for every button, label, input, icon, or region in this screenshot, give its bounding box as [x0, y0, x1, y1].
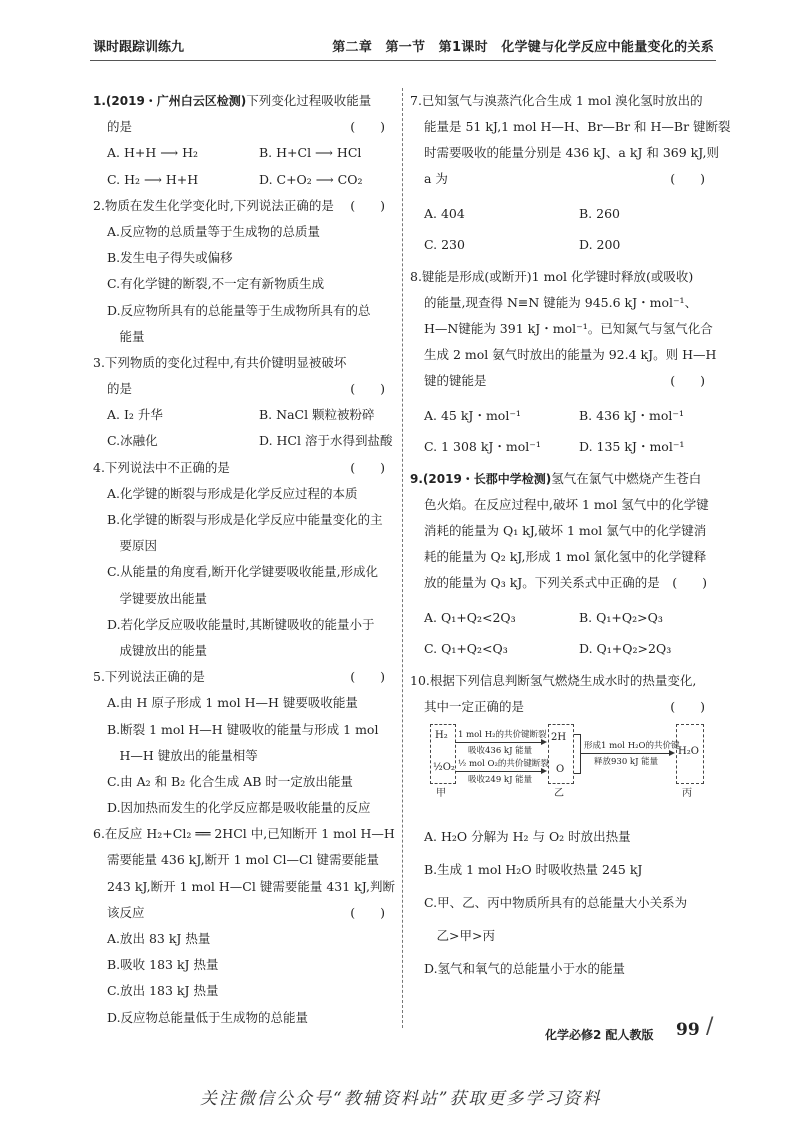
question-text: 色火焰。在反应过程中,破坏 1 mol 氢气中的化学键: [424, 497, 709, 512]
option: C. 1 308 kJ・mol⁻¹: [424, 439, 541, 454]
option: B. H+Cl ⟶ HCl: [259, 145, 362, 161]
option-row: [93, 638, 393, 664]
jia-h2: H₂: [435, 730, 448, 741]
option: A.反应物的总质量等于生成物的总质量: [107, 223, 321, 239]
option: A. 45 kJ・mol⁻¹: [424, 408, 521, 423]
option: H—H 键放出的能量相等: [107, 747, 258, 763]
question-1: [93, 88, 393, 193]
option-row: [93, 219, 393, 245]
option-row: [93, 586, 393, 612]
left-column: [93, 88, 393, 1031]
question-text: 8.键能是形成(或断开)1 mol 化学键时释放(或吸收): [410, 269, 694, 284]
question-text: 该反应: [107, 904, 145, 920]
question-5: [93, 664, 393, 821]
question-10: [410, 668, 713, 985]
option: B.发生电子得失或偏移: [107, 250, 233, 266]
option-row: [93, 271, 393, 297]
option-row: [93, 743, 393, 769]
question-text: 时需要吸收的能量分别是 436 kJ、a kJ 和 369 kJ,则: [424, 145, 720, 160]
question-line: [410, 88, 713, 114]
options: [93, 219, 393, 350]
answer-parentheses: ( ): [350, 381, 385, 397]
option-row: [93, 167, 393, 193]
option: A. Q₁+Q₂<2Q₃: [424, 610, 516, 625]
option: D. 135 kJ・mol⁻¹: [579, 439, 685, 454]
option-row: [93, 952, 393, 978]
header-chapter-title: 第二章 第一节 第1课时 化学键与化学反应中能量变化的关系: [332, 40, 714, 55]
option-row: [410, 431, 713, 462]
question-line: [93, 193, 393, 219]
bracket: [574, 734, 581, 774]
options: [93, 140, 393, 192]
option-row: [93, 1005, 393, 1031]
question-text: 的是: [107, 119, 133, 135]
question-line: [410, 166, 713, 192]
question-8: [410, 264, 717, 462]
option: B.化学键的断裂与形成是化学反应中能量变化的主: [107, 512, 383, 527]
question-text: 243 kJ,断开 1 mol H—Cl 键需要能量 431 kJ,判断: [107, 878, 395, 894]
option: B. 436 kJ・mol⁻¹: [579, 408, 685, 423]
option-row: [410, 602, 713, 633]
arrow1-label-top: 1 mol H₂的共价键断裂: [458, 730, 547, 740]
option: D. HCl 溶于水得到盐酸: [259, 433, 393, 449]
question-text: 的是: [107, 381, 133, 397]
question-text: 10.根据下列信息判断氢气燃烧生成水时的热量变化,: [410, 673, 697, 688]
question-7: [410, 88, 731, 260]
question-text: 6.在反应 H₂+Cl₂ ══ 2HCl 中,已知断开 1 mol H—H: [93, 826, 395, 842]
question-line: [410, 668, 713, 694]
question-line: [410, 544, 713, 570]
question-text: 其中一定正确的是: [424, 699, 525, 714]
question-text: H—N键能为 391 kJ・mol⁻¹。已知氮气与氢气化合: [424, 321, 713, 336]
option-row: [93, 926, 393, 952]
option: A.化学键的断裂与形成是化学反应过程的本质: [107, 485, 358, 501]
arrow3-label-top: 形成1 mol H₂O的共价键: [584, 741, 680, 751]
bing-h2o: H₂O: [678, 746, 699, 757]
option: D.反应物总能量低于生成物的总能量: [107, 1009, 309, 1025]
question-line: [410, 466, 713, 492]
question-line: [410, 492, 713, 518]
option: 能量: [107, 328, 145, 344]
option: B. Q₁+Q₂>Q₃: [579, 610, 663, 625]
question-line: [410, 316, 713, 342]
question-line: [93, 455, 393, 481]
option-row: [93, 533, 393, 559]
options: [410, 602, 713, 664]
options: [93, 481, 393, 664]
option-row: [93, 324, 393, 350]
option-row: [93, 245, 393, 271]
option: A. H+H ⟶ H₂: [107, 145, 199, 161]
header-section-title: 课时跟踪训练九: [93, 40, 185, 55]
option-row: [93, 978, 393, 1004]
answer-parentheses: ( ): [350, 669, 385, 685]
option-row: [93, 481, 393, 507]
option: C. 230: [424, 237, 465, 252]
question-line: [410, 290, 713, 316]
question-9: [410, 466, 713, 664]
option: 要原因: [107, 538, 158, 554]
question-line: [410, 114, 731, 140]
answer-parentheses: ( ): [670, 373, 705, 388]
option: B. 260: [579, 206, 620, 221]
option: D.反应物所具有的总能量等于生成物所具有的总: [107, 302, 371, 318]
option: A.由 H 原子形成 1 mol H—H 键要吸收能量: [107, 695, 358, 711]
option: 乙>甲>丙: [424, 928, 495, 943]
answer-parentheses: ( ): [670, 699, 705, 714]
option: A. 404: [424, 206, 465, 221]
option: A. I₂ 升华: [107, 407, 163, 423]
question-line: [410, 342, 717, 368]
arrow1-label-bottom: 吸收436 kJ 能量: [468, 746, 533, 756]
answer-parentheses: ( ): [670, 171, 705, 186]
question-line: [93, 664, 393, 690]
option: A.放出 83 kJ 热量: [107, 931, 211, 946]
option: D.因加热而发生的化学反应都是吸收能量的反应: [107, 800, 371, 816]
option: B.断裂 1 mol H—H 键吸收的能量与形成 1 mol: [107, 721, 379, 737]
question-text: 5.下列说法正确的是: [93, 669, 205, 685]
option-row: [93, 298, 393, 324]
bing-label: 丙: [682, 788, 692, 799]
arrow-h2-break: [455, 742, 545, 743]
option: B.吸收 183 kJ 热量: [107, 957, 219, 973]
question-text: 消耗的能量为 Q₁ kJ,破坏 1 mol 氯气中的化学键消: [424, 523, 707, 538]
question-text: 生成 2 mol 氨气时放出的能量为 92.4 kJ。则 H—H: [424, 347, 717, 362]
question-text: 氢气在氯气中燃烧产生苍白: [551, 471, 702, 486]
question-line: [410, 264, 713, 290]
question-source: 9.(2019・长郡中学检测): [410, 472, 552, 486]
question-line: [410, 518, 713, 544]
question-line: [93, 114, 393, 140]
option-row: [93, 717, 393, 743]
arrow3-label-bottom: 释放930 kJ 能量: [594, 757, 659, 767]
option: C. H₂ ⟶ H+H: [107, 171, 199, 187]
question-text: 耗的能量为 Q₂ kJ,形成 1 mol 氯化氢中的化学键释: [424, 549, 707, 564]
energy-diagram: [430, 722, 720, 814]
option-row: [93, 769, 393, 795]
arrow-form-h2o: [581, 753, 673, 754]
option: D. Q₁+Q₂>2Q₃: [579, 641, 672, 656]
option-row: [93, 402, 393, 428]
footer-book-title: 化学必修2 配人教版: [545, 1028, 654, 1042]
question-4: [93, 455, 393, 665]
question-text: 键的键能是: [424, 373, 487, 388]
question-line: [93, 874, 393, 900]
question-line: [410, 368, 713, 394]
question-3: [93, 350, 393, 455]
option-row: [410, 633, 713, 664]
option-row: [93, 795, 393, 821]
footer-slash: /: [706, 1014, 714, 1039]
answer-parentheses: ( ): [350, 197, 385, 213]
option: D. C+O₂ ⟶ CO₂: [259, 171, 363, 187]
arrow2-label-bottom: 吸收249 kJ 能量: [468, 775, 533, 785]
yi-2h: 2H: [551, 732, 567, 743]
option: D. 200: [579, 237, 621, 252]
question-line: [410, 694, 713, 720]
answer-parentheses: ( ): [350, 904, 385, 920]
option-row: [93, 428, 393, 454]
column-divider: [402, 88, 403, 1028]
jia-o2: ½O₂: [433, 762, 455, 773]
answer-parentheses: ( ): [350, 459, 385, 475]
options: [410, 400, 713, 462]
jia-label: 甲: [436, 788, 446, 799]
question-text: a 为: [424, 171, 448, 186]
option: C.有化学键的断裂,不一定有新物质生成: [107, 276, 325, 292]
options: [93, 402, 393, 454]
yi-o: O: [556, 764, 565, 775]
option: 学键要放出能量: [107, 590, 208, 606]
right-column: [410, 88, 731, 985]
option: A. H₂O 分解为 H₂ 与 O₂ 时放出热量: [424, 829, 631, 844]
option: D.氢气和氧气的总能量小于水的能量: [424, 961, 626, 976]
watermark-handwriting: 关注微信公众号“教辅资料站”获取更多学习资料: [200, 1089, 602, 1109]
option: B.生成 1 mol H₂O 时吸收热量 245 kJ: [424, 862, 643, 877]
question-line: [93, 376, 393, 402]
option: D.若化学反应吸收能量时,其断键吸收的能量小于: [107, 616, 375, 632]
option-row: [93, 140, 393, 166]
option-row: [93, 612, 393, 638]
option-row: [93, 690, 393, 716]
question-text: 2.物质在发生化学变化时,下列说法正确的是: [93, 197, 334, 213]
option: C.从能量的角度看,断开化学键要吸收能量,形成化: [107, 564, 379, 580]
options: [93, 926, 393, 1031]
question-line: [93, 821, 393, 847]
option-row: [410, 400, 713, 431]
question-text: 7.已知氢气与溴蒸汽化合生成 1 mol 溴化氢时放出的: [410, 93, 703, 108]
option-row: [410, 198, 713, 229]
question-line: [93, 900, 393, 926]
question-line: [410, 140, 720, 166]
options: [93, 690, 393, 821]
arrow-o2-break: [455, 771, 545, 772]
question-line: [93, 88, 393, 114]
option-row: [93, 507, 393, 533]
yi-label: 乙: [554, 788, 564, 799]
question-text: 放的能量为 Q₃ kJ。下列关系式中正确的是 ( ): [424, 575, 708, 590]
question-text: 的能量,现查得 N≡N 键能为 945.6 kJ・mol⁻¹、: [424, 295, 698, 310]
option: B. NaCl 颗粒被粉碎: [259, 407, 375, 423]
question-text: 需要能量 436 kJ,断开 1 mol Cl—Cl 键需要能量: [107, 852, 379, 868]
question-text: 3.下列物质的变化过程中,有共价键明显被破坏: [93, 354, 347, 370]
question-6: [93, 821, 393, 1031]
header-rule: [90, 60, 716, 61]
options: [410, 198, 713, 260]
option: C. Q₁+Q₂<Q₃: [424, 641, 508, 656]
option-row: [410, 229, 713, 260]
question-2: [93, 193, 393, 350]
option: C.甲、乙、丙中物质所具有的总能量大小关系为: [424, 895, 688, 910]
option: C.冰融化: [107, 433, 158, 449]
arrow2-label-top: ½ mol O₂的共价键断裂: [458, 759, 549, 769]
question-text: 下列变化过程吸收能量: [246, 93, 372, 108]
question-text: 4.下列说法中不正确的是: [93, 459, 230, 475]
question-line: [410, 570, 713, 596]
question-line: [93, 350, 393, 376]
page-number: 99: [676, 1020, 700, 1040]
option-row: [93, 559, 393, 585]
question-source: 1.(2019・广州白云区检测): [93, 94, 247, 108]
answer-parentheses: ( ): [350, 119, 385, 135]
option: C.放出 183 kJ 热量: [107, 983, 219, 999]
option: C.由 A₂ 和 B₂ 化合生成 AB 时一定放出能量: [107, 773, 353, 789]
question-line: [93, 847, 393, 873]
question-text: 能量是 51 kJ,1 mol H—H、Br—Br 和 H—Br 键断裂: [424, 119, 731, 134]
option: 成键放出的能量: [107, 642, 208, 658]
